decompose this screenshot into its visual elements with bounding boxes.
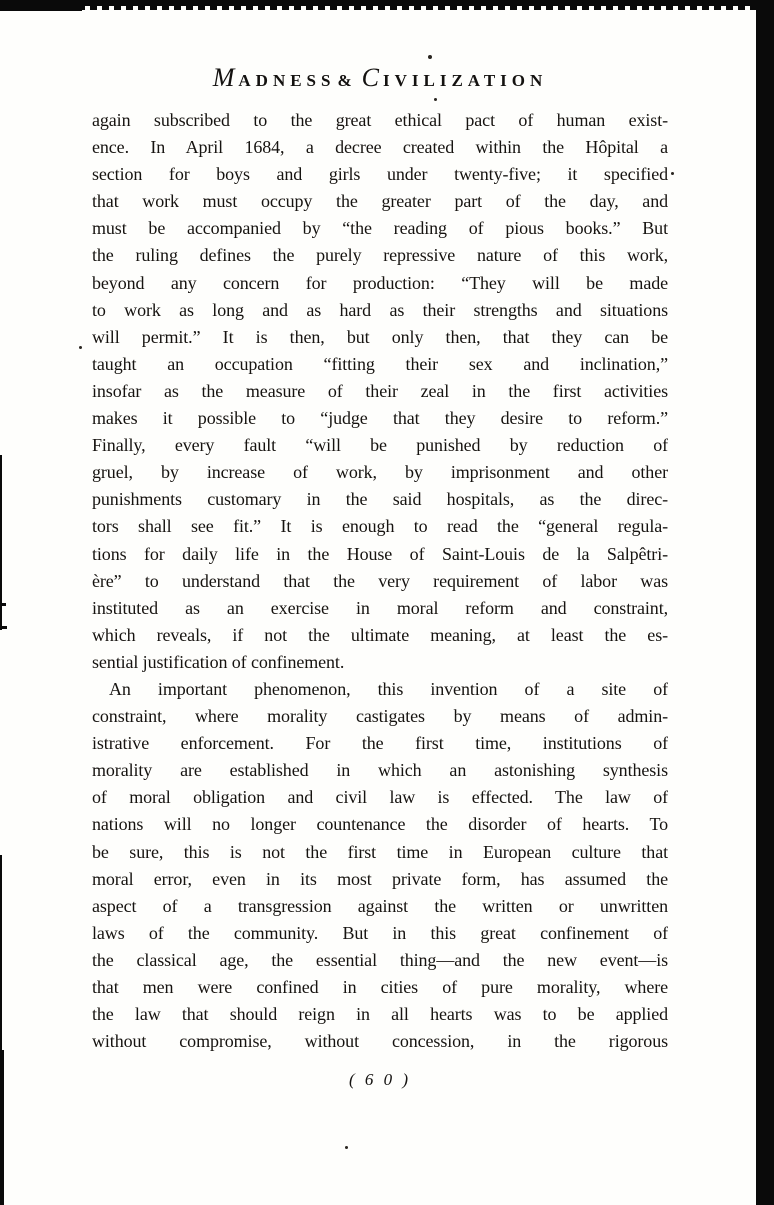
text-line: moral error, even in its most private form, has assumed the: [92, 868, 668, 889]
text-line: nations will no longer countenance the disorder of hearts. To: [92, 814, 668, 835]
running-header: [92, 63, 668, 95]
text-line: punishments customary in the said hospitals, as the direc-: [92, 489, 668, 510]
text-line: tions for daily life in the House of Saint-Louis de la Salpêtri-: [92, 543, 668, 564]
text-line: Finally, every fault “will be punished by reduction of: [92, 435, 668, 456]
text-line: sential justification of confinement.: [92, 651, 345, 672]
text-line: aspect of a transgression against the written or unwritten: [92, 895, 668, 916]
text-line: ère” to understand that the very requirement of labor was: [92, 570, 668, 591]
page-number: ( 6 0 ): [348, 1070, 412, 1090]
text-line: laws of the community. But in this great confinement of: [92, 922, 668, 943]
text-line: of moral obligation and civil law is effected. The law of: [92, 787, 668, 808]
header-caps-adness: ADNESS: [238, 71, 336, 90]
text-line: morality are established in which an astonishing synthesis: [92, 760, 668, 781]
ink-speck: [345, 1146, 348, 1149]
text-line: the ruling defines the purely repressive nature of this work,: [92, 245, 668, 266]
text-line: that men were confined in cities of pure morality, where: [92, 977, 668, 997]
text-line: constraint, where morality castigates by means of admin-: [92, 706, 668, 727]
ink-speck: [79, 346, 82, 349]
header-initial-c: C: [361, 63, 383, 92]
scan-edge-top-left-corner: [0, 0, 82, 11]
ink-speck: [671, 172, 674, 175]
page-content: [92, 0, 668, 1090]
text-line: must be accompanied by “the reading of pious books.” But: [92, 218, 668, 239]
text-line: An important phenomenon, this invention of a site of: [109, 678, 668, 699]
scan-edge-left-tick: [0, 626, 7, 629]
text-line: makes it possible to “judge that they desire to reform.”: [92, 408, 668, 429]
text-line: that work must occupy the greater part of the day, and: [92, 191, 668, 212]
text-line: tors shall see fit.” It is enough to read the “general regula-: [92, 516, 668, 537]
text-line: which reveals, if not the ultimate meaning, at least the es-: [92, 624, 668, 645]
text-line: without compromise, without concession, in the rigorous: [92, 1031, 668, 1052]
header-ampersand: &: [337, 71, 357, 90]
text-line: the law that should reign in all hearts was to be applied: [92, 1004, 668, 1025]
text-line: taught an occupation “fitting their sex and inclination,”: [92, 353, 668, 374]
text-line: gruel, by increase of work, by imprisonment and other: [92, 462, 668, 483]
text-line: be sure, this is not the first time in European culture that: [92, 841, 668, 862]
text-line: instituted as an exercise in moral reform and constraint,: [92, 597, 668, 618]
text-line: beyond any concern for production: “They will be made: [92, 272, 668, 293]
text-line: insofar as the measure of their zeal in the first activities: [92, 380, 668, 401]
scan-edge-left-line-bottom: [0, 1050, 4, 1205]
text-line: ence. In April 1684, a decree created within the Hôpital a: [92, 137, 668, 158]
body-paragraph-2: [92, 676, 668, 1055]
scan-edge-right-bar: [756, 5, 774, 1205]
text-line: to work as long and as hard as their strengths and situations: [92, 299, 668, 320]
body-paragraph-1: [92, 107, 668, 676]
text-line: section for boys and girls under twenty-five; it specified: [92, 164, 668, 185]
scan-edge-left-tick: [0, 603, 6, 606]
header-initial-m: M: [212, 63, 239, 92]
text-line: istrative enforcement. For the first time, institutions of: [92, 733, 668, 754]
header-caps-ivilization: IVILIZATION: [383, 71, 548, 90]
text-line: will permit.” It is then, but only then, that they can be: [92, 326, 668, 347]
text-line: the classical age, the essential thing—and the new event—is: [92, 949, 668, 970]
text-line: again subscribed to the great ethical pact of human exist-: [92, 110, 668, 130]
